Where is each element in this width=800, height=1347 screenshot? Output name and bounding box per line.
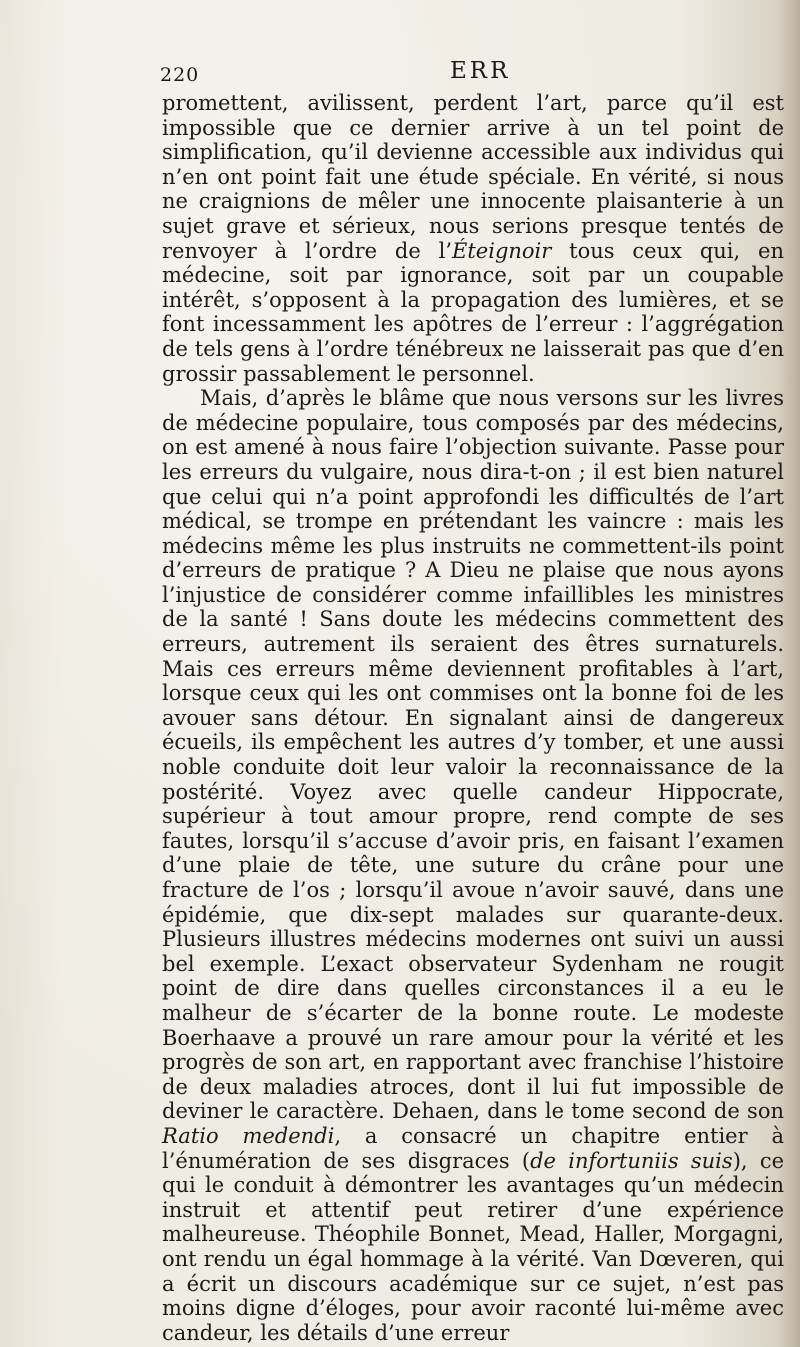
text-run: , a consacré un chapitre entier à l’énumération de ses disgraces (	[162, 1123, 784, 1173]
page-header	[160, 58, 780, 88]
page-number: 220	[160, 64, 200, 86]
text-run: ), ce qui le conduit à démontrer les avantages qu’un médecin instruit et attentif peut retirer d’une expérience malheureuse. Théophile Bonnet, Mead, Haller, Morgagni, ont rendu un égal hommage à la vérité. Van Dœveren, qui a écrit un discours académique sur ce sujet, n’est pas moins digne d’éloges, pour avoir raconté lui-même avec candeur, les détails d’une erreur	[162, 1148, 785, 1345]
running-head: ERR	[450, 58, 511, 84]
italic-run: Éteignoir	[452, 238, 552, 263]
italic-run: Ratio medendi	[162, 1123, 335, 1148]
italic-run: de infortuniis suis	[530, 1148, 733, 1173]
paragraph	[162, 91, 784, 386]
text-run: promettent, avilissent, perdent l’art, parce qu’il est impossible que ce dernier arrive à un tel point de simplification, qu’il devienne accessible aux individus qui n’en ont point fait une étude spéciale. En vérité, si nous ne craignions de mêler une innocente plaisanterie à un sujet grave et sérieux, nous serions presque tentés de renvoyer à l’ordre de l’	[162, 91, 784, 263]
text-run: tous ceux qui, en médecine, soit par ignorance, soit par un coupable intérêt, s’opposent à la propagation des lumières, et se font incessamment les apôtres de l’erreur : l’aggrégation de tels gens à l’ordre ténébreux ne laisserait pas que d’en grossir passablement le personnel.	[162, 238, 784, 386]
text-run: Mais, d’après le blâme que nous versons sur les livres de médecine populaire, tous composés par des médecins, on est amené à nous faire l’objection suivante. Passe pour les erreurs du vulgaire, nous dira-t-on ; il est bien naturel que celui qui n’a point approfondi les difficultés de l’art médical, se trompe en prétendant les vaincre : mais les médecins même les plus instruits ne commettent-ils point d’erreurs de pratique ? A Dieu ne plaise que nous ayons l’injustice de considérer comme infaillibles les ministres de la santé ! Sans doute les médecins commettent des erreurs, autrement ils seraient des êtres surnaturels. Mais ces erreurs même deviennent profitables à l’art, lorsque ceux qui les ont commises ont la bonne foi de les avouer sans détour. En signalant ainsi de dangereux écueils, ils empêchent les autres d’y tomber, et une aussi noble conduite doit leur valoir la reconnaissance de la postérité. Voyez avec quelle candeur Hippocrate, supérieur à tout amour propre, rend compte de ses fautes, lorsqu’il s’accuse d’avoir pris, en faisant l’examen d’une plaie de tête, une suture du crâne pour une fracture de l’os ; lorsqu’il avoue n’avoir sauvé, dans une épidémie, que dix-sept malades sur quarante-deux. Plusieurs illustres médecins modernes ont suivi un aussi bel exemple. L’exact observateur Sydenham ne rougit point de dire dans quelles circonstances il a eu le malheur de s’écarter de la bonne route. Le modeste Boerhaave a prouvé un rare amour pour la vérité et les progrès de son art, en rapportant avec franchise l’histoire de deux maladies atroces, dont il lui fut impossible de deviner le caractère. Dehaen, dans le tome second de son	[162, 386, 784, 1124]
paragraph	[162, 386, 784, 1345]
body-text	[162, 91, 784, 1345]
